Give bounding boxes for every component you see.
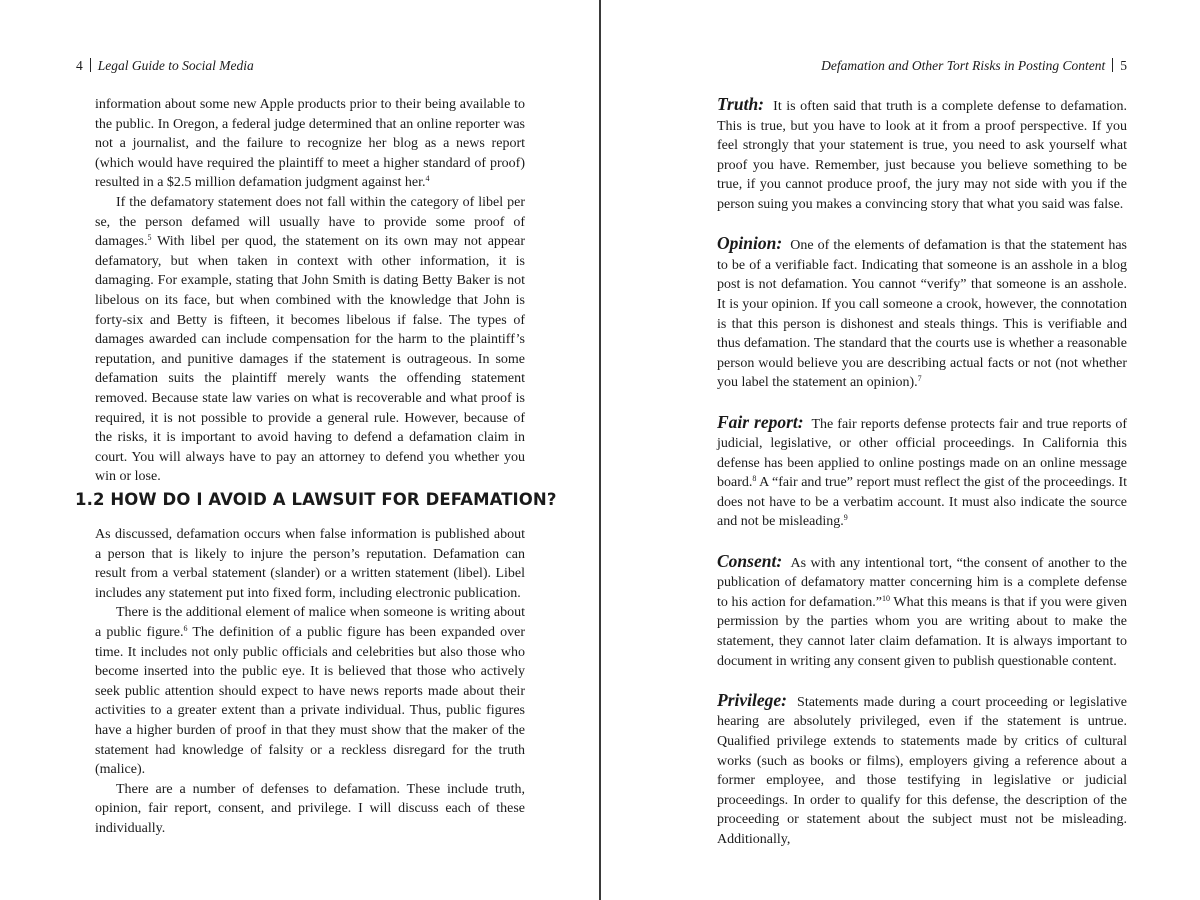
defense-truth [717,95,1127,215]
footnote-ref: 7 [917,374,922,384]
header-divider [90,58,91,72]
paragraph-text: If the defamatory statement does not fall within the category of libel per se, the person defamed will usually have to provide some proof of damages. [95,194,525,250]
defense-text: A “fair and true” report must reflect the gist of the proceedings. It does not have to be a verbatim account. It must also indicate the source and not be misleading. [717,475,1127,530]
defense-text: As with any intentional tort, “the consent of another to the publication of defamatory matter concerning him is a complete defense to his action for defamation.” [717,555,1127,610]
defenses-list [717,95,1127,869]
footnote-ref: 8 [752,474,757,484]
defense-term: Opinion: [717,233,783,254]
defense-text: What this means is that if you were given permission by the parties whom you are writing about to make the statement, they cannot later claim defamation. It is always important to document in writing any consent given to publish questionable content. [717,594,1127,669]
paragraph [95,525,525,603]
footnote-ref: 4 [425,174,430,184]
right-page [602,0,1200,900]
paragraph-text: There are a number of defenses to defamation. These include truth, opinion, fair report, consent, and privilege. I will discuss each of these individually. [95,781,525,836]
footnote-ref: 9 [843,513,848,523]
left-body-bottom [95,525,525,839]
paragraph [95,780,525,839]
section-heading: 1.2 HOW DO I AVOID A LAWSUIT FOR DEFAMATION? [75,490,557,509]
defense-fair-report [717,413,1127,533]
paragraph [95,603,525,779]
right-page-number: 5 [1120,58,1127,73]
defense-consent [717,552,1127,672]
paragraph-text: As discussed, defamation occurs when false information is published about a person that is likely to injure the person’s reputation. Defamation can result from a verbal statement (slander) or a written statement (libel). Libel includes any statement put into fixed form, including electronic publication. [95,527,525,601]
footnote-ref: 6 [183,623,188,633]
defense-term: Privilege: [717,689,787,710]
defense-text: The fair reports defense protects fair and true reports of judicial, legislative, or other official proceedings. In California this defense has been applied to online postings made on an online message board. [717,416,1127,491]
book-spine-divider [599,0,601,900]
defense-privilege [717,691,1127,850]
left-page-number: 4 [76,58,83,73]
defense-text: Statements made during a court proceeding or legislative hearing are absolutely privileged, even if the statement is untrue. Qualified privilege extends to statements made by critics of cultural works (such as books or films), employers giving a reference about a former employee, and those testifying in legislative or judicial proceedings. In order to qualify for this defense, the description of the proceeding or statement about the subject must not be misleading. Additionally, [717,694,1127,847]
defense-term: Truth: [717,94,765,114]
paragraph [95,193,525,487]
defense-text: One of the elements of defamation is that the statement has to be of a verifiable fact. Indicating that someone is an asshole in a blog post is not defamation. You cannot “verify” that someone is an asshole. It is your opinion. If you call someone a crook, however, the connotation is that this person is dishonest and steals things. This is verifiable and thus defamation. The standard that the courts use is whether a reasonable person would believe you are describing actual facts or not (not whether you label the statement an opinion). [717,238,1128,391]
paragraph-text: With libel per quod, the statement on its own may not appear defamatory, but when taken in context with other information, it is damaging. For example, stating that John Smith is dating Betty Baker is not libelous on its face, but when combined with the knowledge that John is forty-six and Betty is fifteen, it becomes libelous if false. The types of damages awarded can include compensation for the harm to the plaintiff’s reputation, and punitive damages if the statement is outrageous. In some defamation suits the plaintiff merely wants the offending statement removed. Because state law varies on what is recoverable and what proof is required, it is not possible to provide a general rule. However, because of the risks, it is important to avoid having to defend a defamation claim in court. You will always have to pay an attorney to defend you whether you win or lose. [95,234,525,485]
left-running-header [76,58,254,74]
book-title: Legal Guide to Social Media [97,58,254,73]
defense-opinion [717,234,1127,393]
defense-text: It is often said that truth is a complete defense to defamation. This is true, but you have to look at it from a proof perspective. If you feel strongly that your statement is true, you need to ask yourself what proof you have. Remember, just because you believe something to be true, if you cannot produce proof, the jury may not side with you if the person suing you makes a convincing story that what you said was false. [717,99,1128,212]
left-body-top [95,95,525,487]
defense-term: Consent: [717,550,783,571]
header-divider [1112,58,1113,72]
paragraph-text: There is the additional element of malice when someone is writing about a public figure. [95,605,525,640]
defense-term: Fair report: [717,411,804,432]
paragraph [95,95,525,193]
right-running-header [821,58,1127,74]
footnote-ref: 10 [882,593,890,603]
chapter-title: Defamation and Other Tort Risks in Posting Content [821,58,1106,73]
paragraph-text: information about some new Apple products prior to their being available to the public. In Oregon, a federal judge determined that an online reporter was not a journalist, and the failure to recognize her blog as a news report (which would have required the plaintiff to meet a higher standard of proof) resulted in a $2.5 million defamation judgment against her. [95,97,525,191]
paragraph-text: The definition of a public figure has been expanded over time. It includes not only public officials and celebrities but also those who become inserted into the public eye. It is believed that those who actively seek public attention should expect to have news reports made about their activities to a greater extent than a private individual. Thus, public figures have a higher burden of proof in that they must show that the maker of the statement had knowledge of falsity or a reckless disregard for the truth (malice). [95,624,525,778]
footnote-ref: 5 [147,233,152,243]
